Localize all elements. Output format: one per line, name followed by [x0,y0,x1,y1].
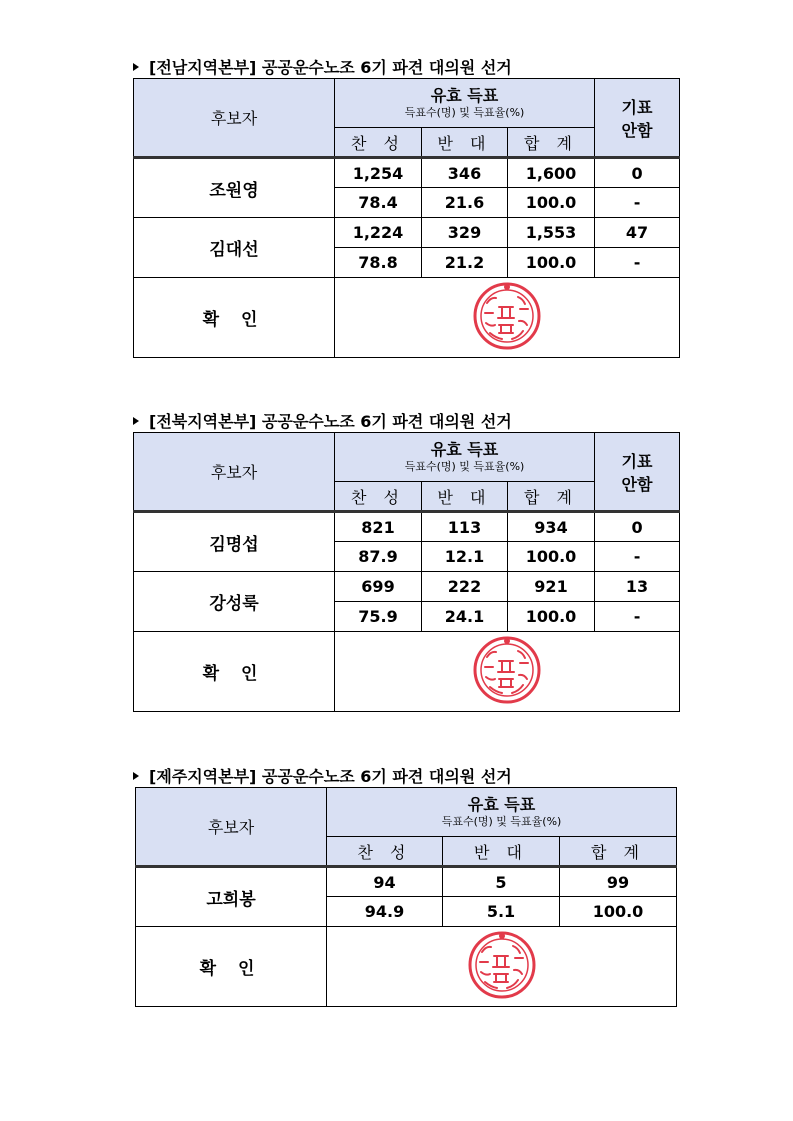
count-against: 329 [422,218,508,248]
count-total: 921 [508,572,595,602]
section-title-jeonbuk: [전북지역본부] 공공운수노조 6기 파견 대의원 선거 [133,409,512,432]
red-seal-stamp-icon [472,281,542,355]
header-for: 찬 성 [327,837,443,867]
rate-abstain: - [595,248,680,278]
count-against: 346 [422,158,508,188]
header-candidate: 후보자 [134,79,335,158]
red-seal-stamp-icon [467,930,537,1004]
stamp-cell [335,278,680,358]
header-candidate: 후보자 [136,788,327,867]
rate-for: 87.9 [335,542,422,572]
rate-total: 100.0 [508,188,595,218]
count-for: 1,254 [335,158,422,188]
count-for: 821 [335,512,422,542]
rate-total: 100.0 [560,897,677,927]
confirm-label: 확 인 [134,278,335,358]
header-valid-votes: 유효 득표 득표수(명) 및 득표율(%) [335,433,595,482]
rate-abstain: - [595,602,680,632]
stamp-cell [327,927,677,1007]
stamp-cell [335,632,680,712]
section-title-jeonnam: [전남지역본부] 공공운수노조 6기 파견 대의원 선거 [133,55,512,78]
count-against: 113 [422,512,508,542]
rate-total: 100.0 [508,248,595,278]
section-title-jeju: [제주지역본부] 공공운수노조 6기 파견 대의원 선거 [133,764,512,787]
candidate-name: 김명섭 [134,512,335,572]
count-for: 94 [327,867,443,897]
count-total: 1,553 [508,218,595,248]
bullet-arrow-icon [133,63,139,71]
rate-for: 78.4 [335,188,422,218]
header-valid-votes: 유효 득표 득표수(명) 및 득표율(%) [327,788,677,837]
confirm-label: 확 인 [134,632,335,712]
rate-total: 100.0 [508,542,595,572]
count-for: 699 [335,572,422,602]
count-total: 99 [560,867,677,897]
count-for: 1,224 [335,218,422,248]
header-abstain: 기표 안함 [595,433,680,512]
header-abstain: 기표 안함 [595,79,680,158]
count-abstain: 0 [595,512,680,542]
red-seal-stamp-icon [472,635,542,709]
header-total: 합 계 [560,837,677,867]
count-against: 222 [422,572,508,602]
rate-against: 21.2 [422,248,508,278]
count-abstain: 13 [595,572,680,602]
candidate-name: 고희봉 [136,867,327,927]
bullet-arrow-icon [133,772,139,780]
rate-against: 5.1 [443,897,560,927]
results-table-jeju [135,787,677,1007]
rate-total: 100.0 [508,602,595,632]
header-against: 반 대 [422,128,508,158]
candidate-name: 김대선 [134,218,335,278]
rate-for: 78.8 [335,248,422,278]
header-total: 합 계 [508,482,595,512]
bullet-arrow-icon [133,417,139,425]
header-candidate: 후보자 [134,433,335,512]
count-total: 1,600 [508,158,595,188]
count-against: 5 [443,867,560,897]
rate-against: 21.6 [422,188,508,218]
header-against: 반 대 [443,837,560,867]
results-table-jeonnam [133,78,680,358]
rate-against: 12.1 [422,542,508,572]
count-abstain: 0 [595,158,680,188]
header-total: 합 계 [508,128,595,158]
header-against: 반 대 [422,482,508,512]
candidate-name: 강성룩 [134,572,335,632]
count-abstain: 47 [595,218,680,248]
rate-abstain: - [595,188,680,218]
header-for: 찬 성 [335,128,422,158]
results-table-jeonbuk [133,432,680,712]
header-valid-votes: 유효 득표 득표수(명) 및 득표율(%) [335,79,595,128]
header-for: 찬 성 [335,482,422,512]
candidate-name: 조원영 [134,158,335,218]
rate-for: 94.9 [327,897,443,927]
rate-for: 75.9 [335,602,422,632]
rate-abstain: - [595,542,680,572]
rate-against: 24.1 [422,602,508,632]
count-total: 934 [508,512,595,542]
confirm-label: 확 인 [136,927,327,1007]
